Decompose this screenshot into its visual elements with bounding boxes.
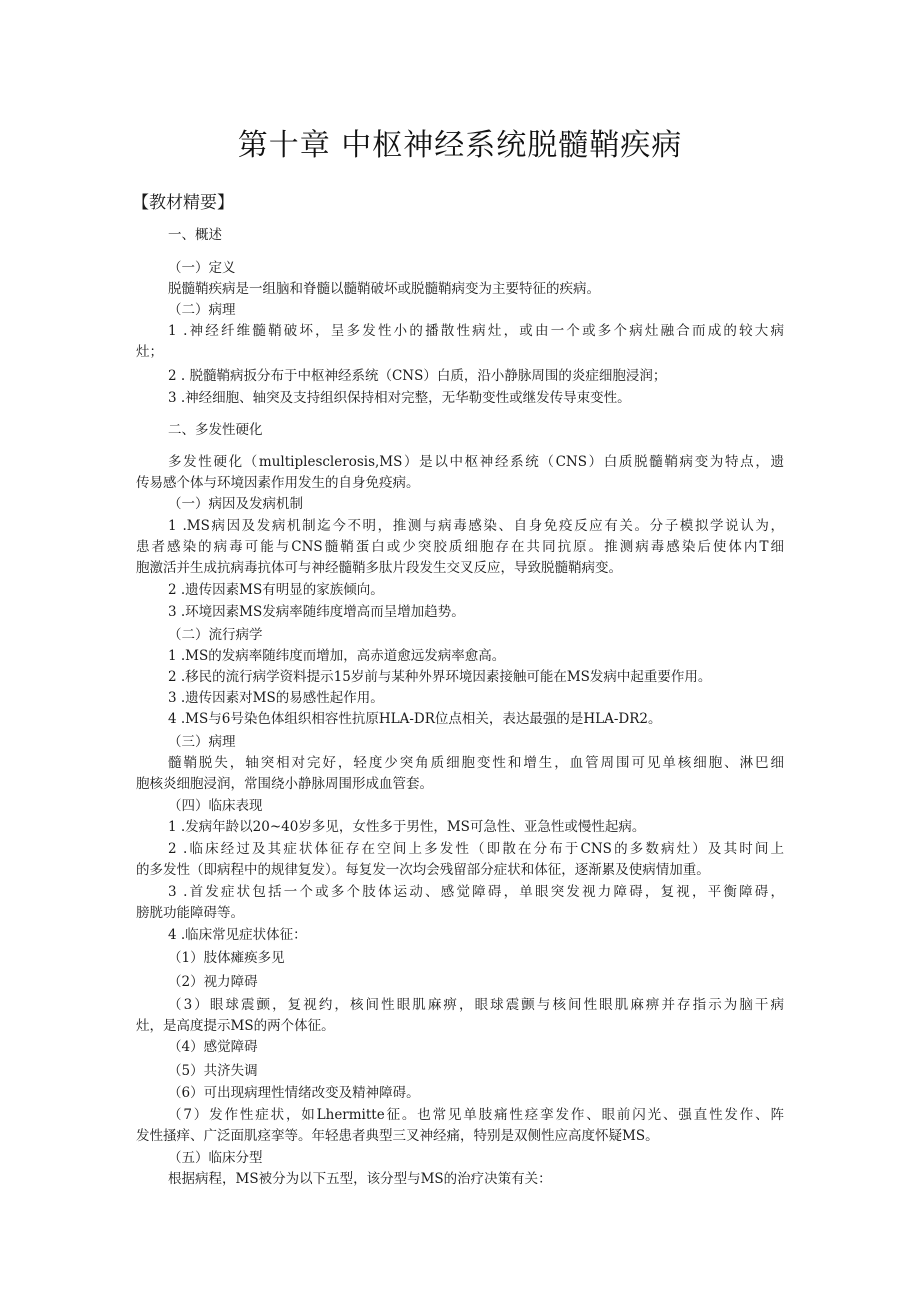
subheading-definition: （一）定义 (168, 260, 236, 276)
paragraph-line: 4 .MS与6号染色体组织相容性抗原HLA-DR位点相关，表达最强的是HLA-DR2。 (168, 711, 662, 727)
paragraph-line: 根据病程，MS被分为以下五型，该分型与MS的治疗决策有关： (168, 1171, 552, 1187)
paragraph-line: 3 .神经细胞、轴突及支持组织保持相对完整，无华勒变性或继发传导束变性。 (168, 390, 631, 406)
list-item: （2）视力障碍 (168, 974, 258, 990)
paragraph-line: 1 .MS病因及发病机制迄今不明，推测与病毒感染、自身免疫反应有关。分子模拟学说认为， (168, 518, 784, 534)
paragraph-line: 患者感染的病毒可能与CNS髓鞘蛋白或少突胶质细胞存在共同抗原。推测病毒感染后使体内T细 (136, 539, 784, 555)
paragraph-line: 灶，是高度提示MS的两个体征。 (136, 1018, 335, 1034)
list-item: （1）肢体瘫痪多见 (168, 950, 285, 966)
paragraph-line: 多发性硬化（multiplesclerosis,MS）是以中枢神经系统（CNS）白质脱髓鞘病变为特点，遗 (168, 454, 784, 470)
subheading-clinical: （四）临床表现 (168, 798, 263, 814)
paragraph-line: 传易感个体与环境因素作用发生的自身免疫病。 (136, 475, 420, 491)
list-item: （5）共济失调 (168, 1063, 258, 1079)
list-item: （7）发作性症状，如Lhermitte征。也常见单肢痛性痉挛发作、眼前闪光、强直性发作、阵 (168, 1107, 784, 1123)
paragraph-line: 3 .首发症状包括一个或多个肢体运动、感觉障碍，单眼突发视力障碍，复视，平衡障碍， (168, 884, 784, 900)
paragraph-line: 4 .临床常见症状体征： (168, 927, 307, 943)
paragraph-line: 2 . 脱髓鞘病扳分布于中枢神经系统（CNS）白质，沿小静脉周围的炎症细胞浸润； (168, 368, 667, 384)
paragraph-line: 3 .环境因素MS发病率随纬度增高而呈增加趋势。 (168, 604, 465, 620)
paragraph-line: 膀胱功能障碍等。 (136, 905, 244, 921)
list-item: （3）眼球震颤，复视约，核间性眼肌麻痹，眼球震颤与核间性眼肌麻痹并存指示为脑干病 (168, 997, 784, 1013)
paragraph-line: 1 .神经纤维髓鞘破坏，呈多发性小的播散性病灶，或由一个或多个病灶融合而成的较大病 (168, 323, 784, 339)
paragraph-line: 的多发性（即病程中的规律复发）。每复发一次均会残留部分症状和体征，逐渐累及使病情加重。 (136, 862, 710, 878)
subheading-epidemiology: （二）流行病学 (168, 627, 263, 643)
paragraph-line: 发性搔痒、广泛面肌痉挛等。年轻患者典型三叉神经痛，特别是双侧性应高度怀疑MS。 (136, 1128, 659, 1144)
chapter-title: 第十章 中枢神经系统脱髓鞘疾病 (237, 128, 683, 163)
subheading-etiology: （一）病因及发病机制 (168, 496, 303, 512)
list-item: （4）感觉障碍 (168, 1039, 258, 1055)
paragraph-line: 1 .发病年龄以20~40岁多见，女性多于男性，MS可急性、亚急性或慢性起病。 (168, 819, 646, 835)
paragraph-line: 2 .临床经过及其症状体征存在空间上多发性（即散在分布于CNS的多数病灶）及其时间上 (168, 841, 784, 857)
subheading-clinical-types: （五）临床分型 (168, 1150, 263, 1166)
paragraph-line: 3 .遗传因素对MS的易感性起作用。 (168, 690, 384, 706)
subheading-pathology-ms: （三）病理 (168, 734, 236, 750)
paragraph-line: 胞激活并生成抗病毒抗体可与神经髓鞘多肽片段发生交叉反应，导致脱髓鞘病变。 (136, 560, 622, 576)
paragraph-line: 2 .遗传因素MS有明显的家族倾向。 (168, 582, 384, 598)
paragraph-line: 2 .移民的流行病学资料提示15岁前与某种外界环境因素接触可能在MS发病中起重要作用。 (168, 669, 712, 685)
paragraph-line: 1 .MS的发病率随纬度而增加，高赤道愈远发病率愈高。 (168, 648, 506, 664)
section-heading: 【教材精要】 (132, 193, 234, 213)
paragraph-line: 髓鞘脱失，轴突相对完好，轻度少突角质细胞变性和增生，血管周围可见单核细胞、淋巴细 (168, 755, 784, 771)
heading-overview: 一、概述 (168, 227, 222, 243)
paragraph-line: 脱髓鞘疾病是一组脑和脊髓以髓鞘破坏或脱髓鞘病变为主要特征的疾病。 (168, 281, 600, 297)
paragraph-line: 灶； (136, 344, 163, 360)
list-item: （6）可出现病理性情绪改变及精神障碍。 (168, 1085, 420, 1101)
subheading-pathology: （二）病理 (168, 302, 236, 318)
paragraph-line: 胞核炎细胞浸润，常围绕小静脉周围形成血管套。 (136, 776, 433, 792)
heading-multiple-sclerosis: 二、多发性硬化 (168, 422, 263, 438)
